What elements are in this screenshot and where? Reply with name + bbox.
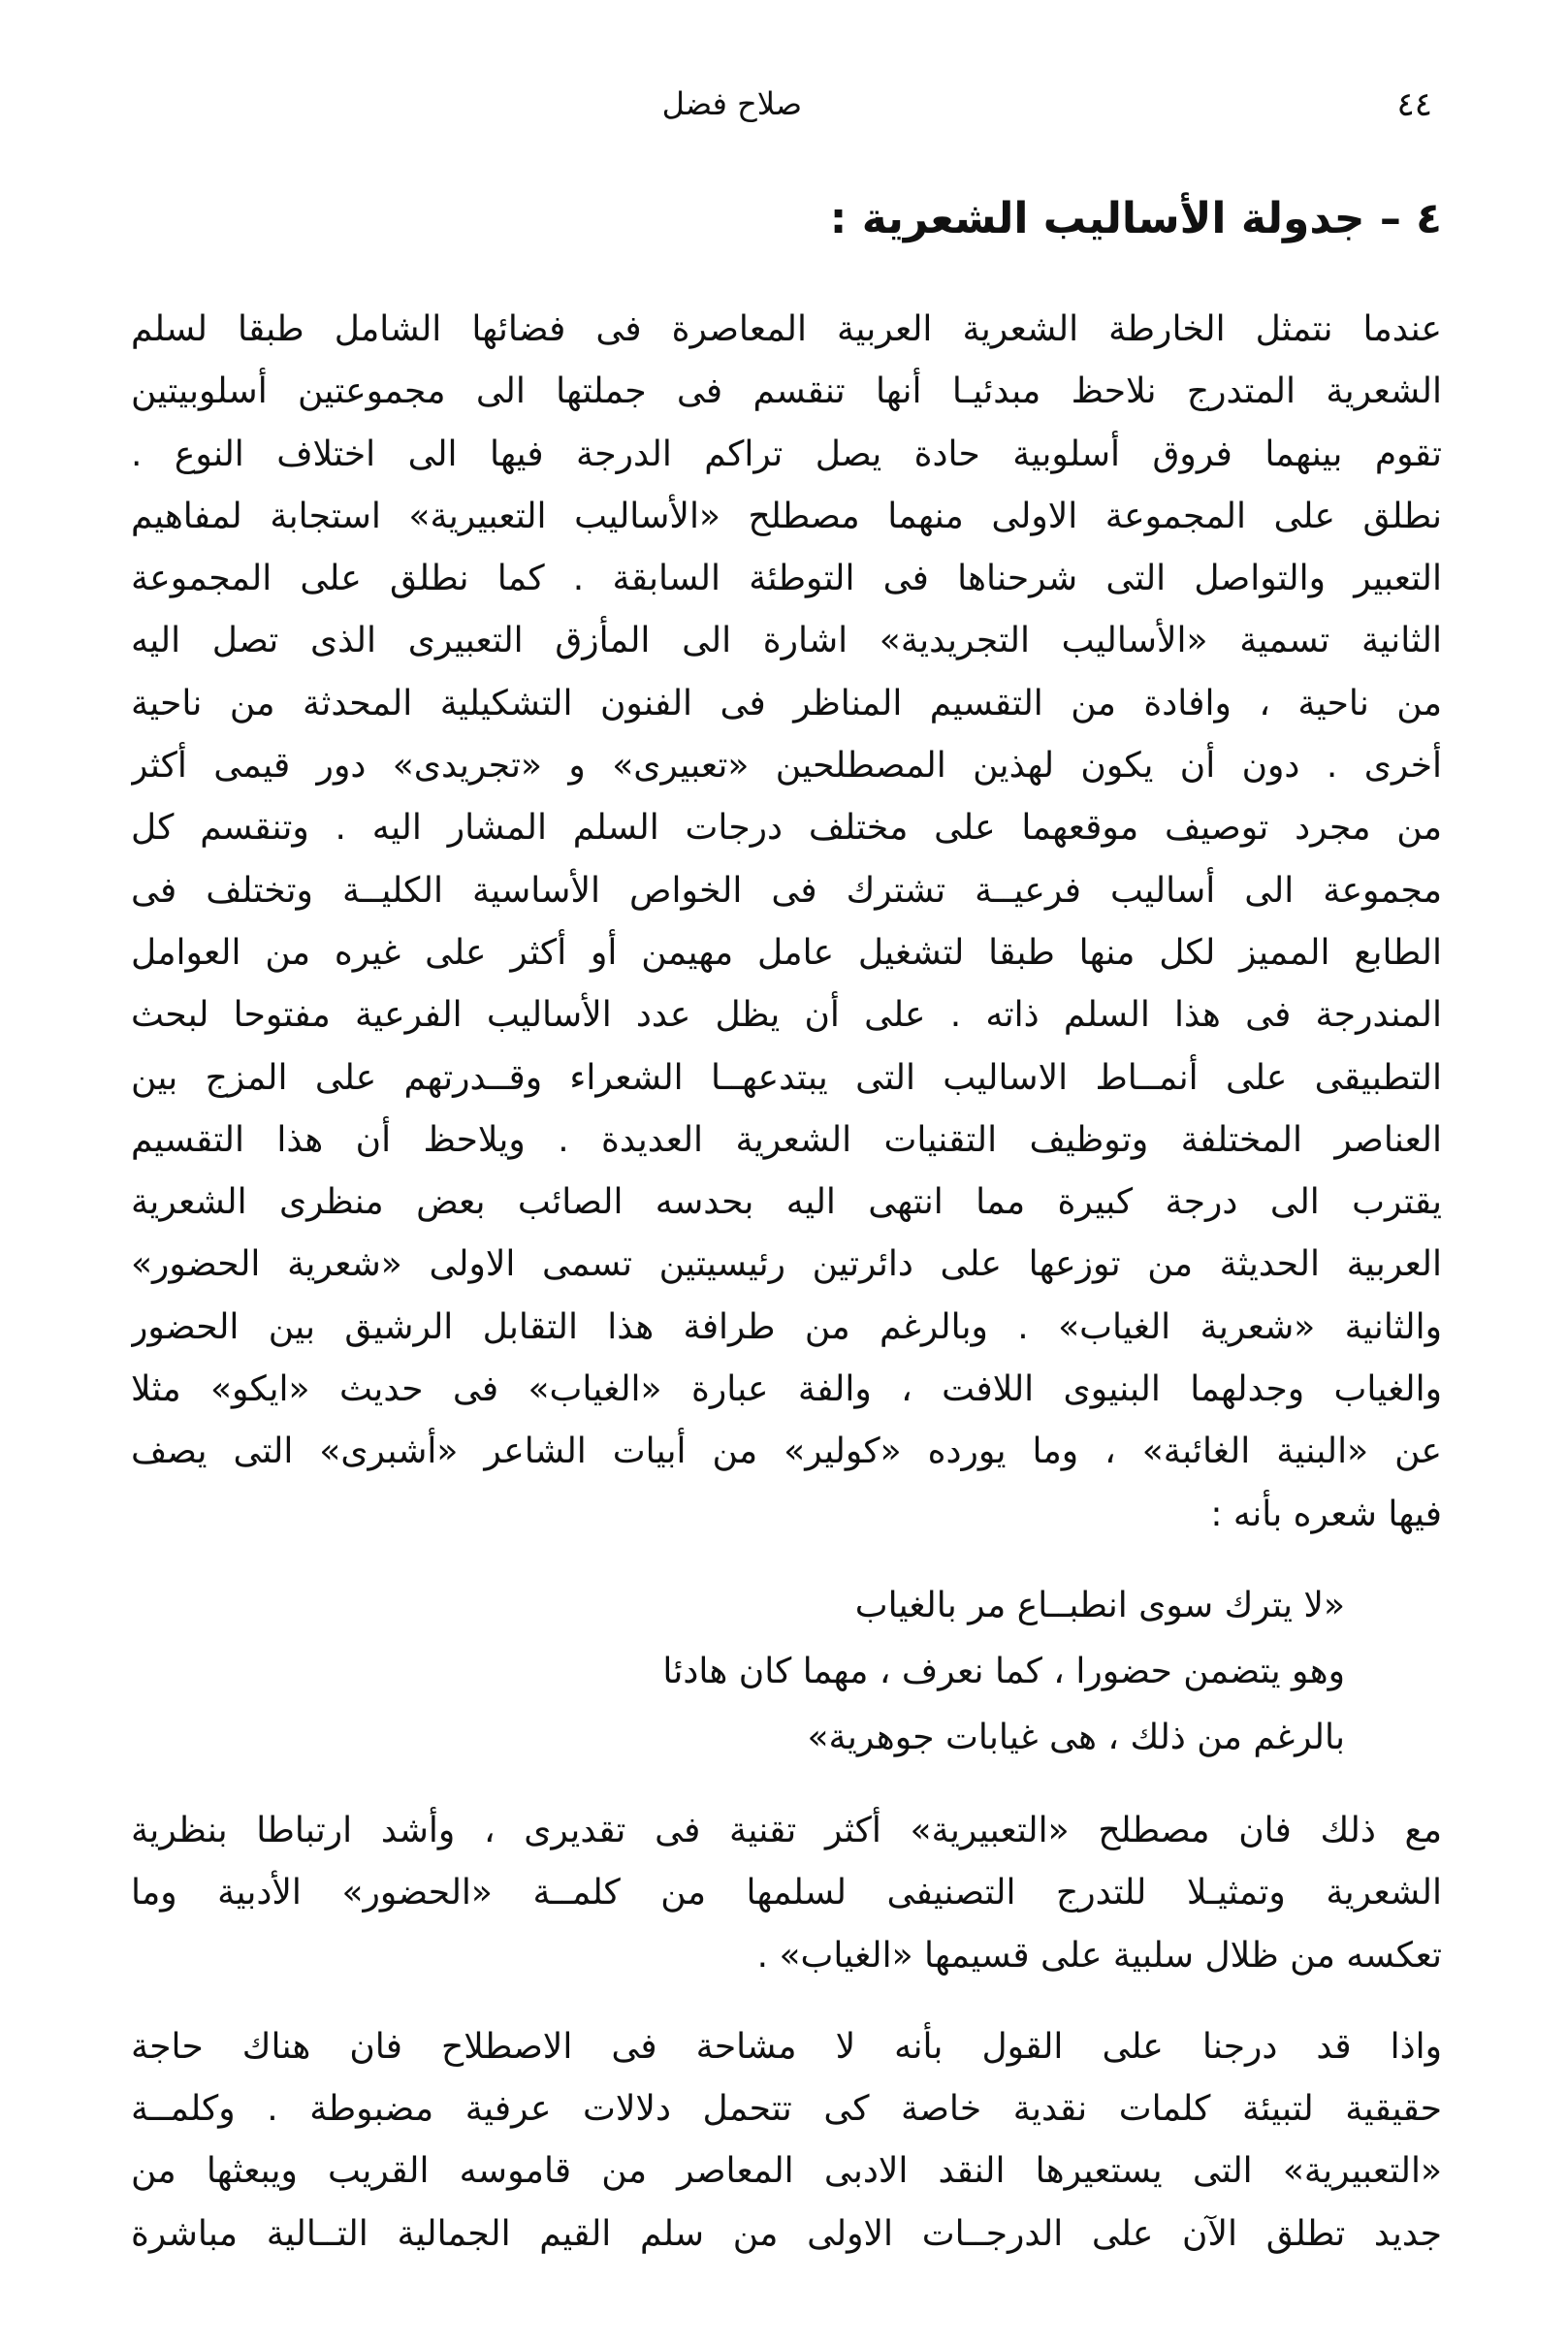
text-line: يقترب الى درجة كبيرة مما انتهى اليه بحدسه الصائب بعض منظرى الشعرية — [131, 1182, 1442, 1223]
text-line: الشعرية وتمثيـلا للتدرج التصنيفى لسلمها من كلمــة «الحضور» الأدبية وما — [131, 1873, 1442, 1913]
text-line: التعبير والتواصل التى شرحناها فى التوطئة السابقة . كما نطلق على المجموعة — [131, 559, 1442, 599]
quote-line: وهو يتضمن حضورا ، كما نعرف ، مهما كان هادئا — [662, 1651, 1345, 1691]
text-line: عندما نتمثل الخارطة الشعرية العربية المعاصرة فى فضائها الشامل طبقا لسلم — [131, 309, 1442, 349]
text-line: العناصر المختلفة وتوظيف التقنيات الشعرية العديدة . ويلاحظ أن هذا التقسيم — [131, 1119, 1442, 1160]
text-line: أخرى . دون أن يكون لهذين المصطلحين «تعبيرى» و «تجريدى» دور قيمى أكثر — [131, 746, 1442, 787]
quote-line: «لا يترك سوى انطبــاع مر بالغياب — [854, 1585, 1345, 1625]
text-line: العربية الحديثة من توزعها على دائرتين رئيسيتين تسمى الاولى «شعرية الحضور» — [131, 1244, 1442, 1285]
paragraph-1 — [131, 299, 1442, 1546]
text-line: عن «البنية الغائبة» ، وما يورده «كولير» من أبيات الشاعر «أشبرى» التى يصف — [131, 1431, 1442, 1472]
text-line: والغياب وجدلهما البنيوى اللافت ، والفة عبارة «الغياب» فى حديث «ايكو» مثلا — [131, 1369, 1442, 1410]
quote-line: بالرغم من ذلك ، هى غيابات جوهرية» — [807, 1717, 1345, 1757]
text-line: والثانية «شعرية الغياب» . وبالرغم من طرافة هذا التقابل الرشيق بين الحضور — [131, 1306, 1442, 1347]
section-title: ٤ – جدولة الأساليب الشعرية : — [829, 194, 1442, 243]
text-line: مع ذلك فان مصطلح «التعبيرية» أكثر تقنية فى تقديرى ، وأشد ارتباطا بنظرية — [131, 1810, 1442, 1850]
text-line: فيها شعره بأنه : — [1210, 1494, 1442, 1534]
text-line: «التعبيرية» التى يستعيرها النقد الادبى المعاصر من قاموسه القريب ويبعثها من — [131, 2151, 1442, 2192]
text-line: واذا قد درجنا على القول بأنه لا مشاحة فى الاصطلاح فان هناك حاجة — [131, 2026, 1442, 2067]
text-line: من ناحية ، وافادة من التقسيم المناظر فى الفنون التشكيلية المحدثة من ناحية — [131, 683, 1442, 723]
text-line: جديد تطلق الآن على الدرجــات الاولى من سلم القيم الجمالية التــالية مباشرة — [131, 2213, 1442, 2254]
page-number: ٤٤ — [1396, 85, 1432, 124]
running-head: صلاح فضل — [661, 85, 802, 122]
page-header — [136, 85, 1432, 134]
text-line: المندرجة فى هذا السلم ذاته . على أن يظل عدد الأساليب الفرعية مفتوحا لبحث — [131, 995, 1442, 1036]
text-line: نطلق على المجموعة الاولى منهما مصطلح «الأساليب التعبيرية» استجابة لمفاهيم — [131, 496, 1442, 536]
paragraph-gap — [131, 1987, 1442, 2016]
paragraph-2 — [131, 1800, 1442, 1987]
body-text — [131, 299, 1442, 2266]
text-line: حقيقية لتبيئة كلمات نقدية خاصة كى تتحمل دلالات عرفية مضبوطة . وكلمــة — [131, 2089, 1442, 2130]
text-line: الثانية تسمية «الأساليب التجريدية» اشارة الى المأزق التعبيرى الذى تصل اليه — [131, 621, 1442, 661]
text-line: الشعرية المتدرج نلاحظ مبدئيـا أنها تنقسم فى جملتها الى مجموعتين أسلوبيتين — [131, 371, 1442, 412]
text-line: الطابع المميز لكل منها طبقا لتشغيل عامل مهيمن أو أكثر على غيره من العوامل — [131, 932, 1442, 973]
text-line: من مجرد توصيف موقعهما على مختلف درجات السلم المشار اليه . وتنقسم كل — [131, 808, 1442, 849]
poem-quote — [395, 1573, 1442, 1771]
text-line: تقوم بينهما فروق أسلوبية حادة يصل تراكم الدرجة فيها الى اختلاف النوع . — [131, 434, 1442, 474]
text-line: التطبيقى على أنمــاط الاساليب التى يبتدعهــا الشعراء وقــدرتهم على المزج بين — [131, 1057, 1442, 1098]
text-line: مجموعة الى أساليب فرعيــة تشترك فى الخواص الأساسية الكليــة وتختلف فى — [131, 870, 1442, 911]
paragraph-3 — [131, 2016, 1442, 2266]
text-line: تعكسه من ظلال سلبية على قسيمها «الغياب» . — [756, 1935, 1442, 1976]
